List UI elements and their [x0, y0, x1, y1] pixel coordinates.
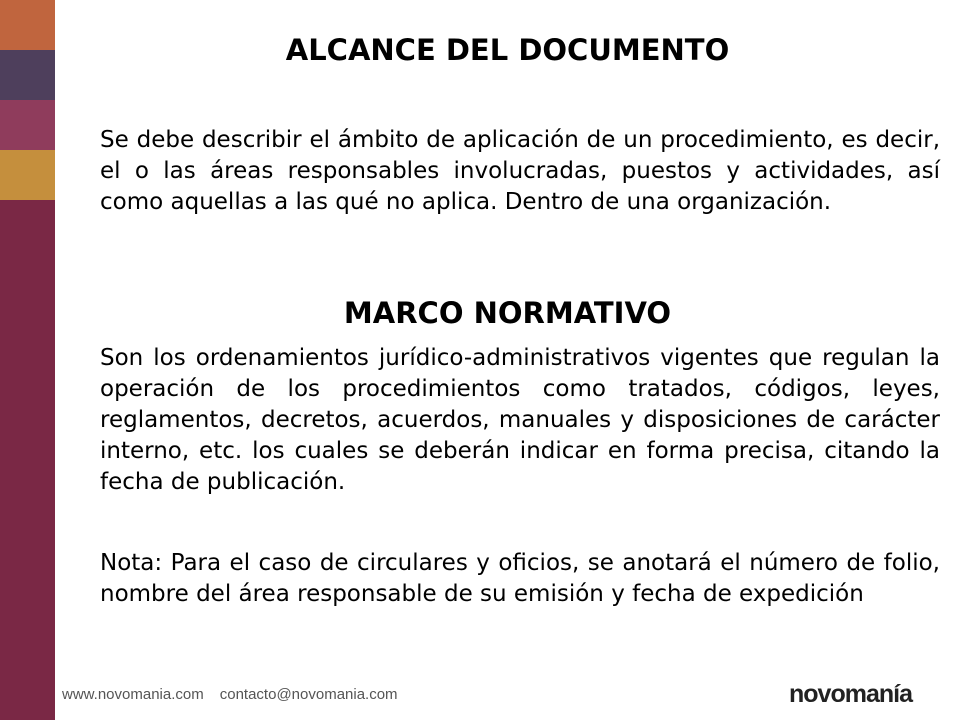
website-link[interactable]: www.novomania.com [62, 686, 204, 703]
section-title: MARCO NORMATIVO [343, 296, 672, 330]
note-paragraph: Nota: Para el caso de circulares y oficios, se anotará el número de folio, nombre del área responsable de su emisión y fecha de expedición [100, 550, 940, 607]
decorative-stripe-purple [0, 50, 55, 100]
decorative-stripe-orange [0, 0, 55, 50]
decorative-stripe-rose [0, 100, 55, 150]
slide-title: ALCANCE DEL DOCUMENTO [285, 33, 730, 67]
framework-paragraph: Son los ordenamientos jurídico-administrativos vigentes que regulan la operación de los procedimientos como tratados, códigos, leyes, reglamentos, decretos, acuerdos, manuales y disposiciones de carácter interno, etc. los cuales se deberán indicar en forma precisa, citando la fecha de publicación. [100, 345, 940, 495]
decorative-stripe-maroon [0, 200, 55, 720]
footer-contact [62, 686, 398, 703]
brand-logo: novomanía [789, 680, 912, 708]
scope-paragraph: Se debe describir el ámbito de aplicación de un procedimiento, es decir, el o las áreas responsables involucradas, puestos y actividades, así como aquellas a las qué no aplica. Dentro de una organización. [100, 127, 940, 215]
decorative-stripe-gold [0, 150, 55, 200]
email-link[interactable]: contacto@novomania.com [219, 686, 398, 703]
